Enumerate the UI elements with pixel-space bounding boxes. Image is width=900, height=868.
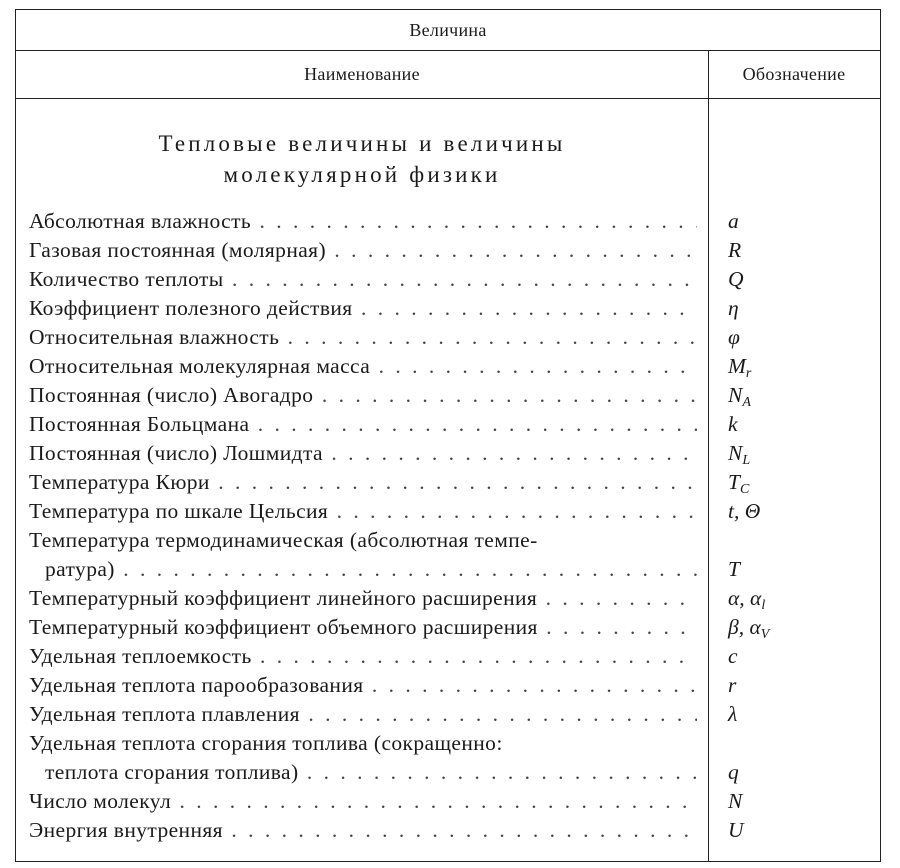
quantity-name-line2: ратура) . . . (29, 555, 697, 584)
table-row (16, 439, 880, 468)
table-row (16, 497, 880, 526)
section-title (16, 128, 708, 190)
quantity-name: Постоянная (число) Авогадро . . . (29, 381, 697, 410)
quantity-name: Постоянная (число) Лошмидта . . . (29, 439, 697, 468)
table-body (16, 207, 880, 845)
quantity-symbol: a (728, 209, 739, 233)
quantity-symbol-subscript: l (761, 598, 766, 613)
quantity-name (29, 729, 697, 787)
table-row (16, 410, 880, 439)
quantity-symbol: β, $\alpha_V$ (728, 615, 770, 642)
section-title-line1: Тепловые величины и величины (158, 131, 566, 156)
table-row (16, 613, 880, 642)
quantity-symbol: $N_A$ (728, 383, 751, 410)
quantity-name: Абсолютная влажность . . . (29, 207, 697, 236)
quantity-symbol: λ (728, 702, 738, 726)
section-title-line2: молекулярной физики (223, 162, 501, 187)
header-name-column: Наименование (304, 64, 420, 84)
quantity-symbol: $T_C$ (728, 470, 750, 497)
quantity-symbol: q (728, 760, 739, 784)
quantity-name: Удельная теплота плавления . . . (29, 700, 697, 729)
table-row (16, 468, 880, 497)
quantity-symbol-subscript: A (742, 395, 751, 410)
quantity-symbol: U (728, 818, 744, 842)
quantity-name: Удельная теплоемкость . . . (29, 642, 697, 671)
quantity-name: Температурный коэффициент линейного расширения . . . (29, 584, 697, 613)
quantity-symbol: η (728, 296, 739, 320)
table-row (16, 787, 880, 816)
quantity-name: Удельная теплота парообразования . . . (29, 671, 697, 700)
quantity-name-line1: Температура термодинамическая (абсолютная темпе- (29, 528, 538, 552)
table-row (16, 265, 880, 294)
quantity-symbol: Q (728, 267, 744, 291)
header-quantity: Величина (16, 10, 880, 51)
quantity-name-line1: Удельная теплота сгорания топлива (сокращенно: (29, 731, 503, 755)
table-row (16, 323, 880, 352)
quantity-symbol: k (728, 412, 738, 436)
table-row (16, 236, 880, 265)
quantity-symbol: T (728, 557, 740, 581)
quantity-name: Температура Кюри . . . (29, 468, 697, 497)
quantity-name: Постоянная Больцмана . . . (29, 410, 697, 439)
table-row (16, 671, 880, 700)
quantity-name: Температурный коэффициент объемного расширения . . . (29, 613, 697, 642)
quantities-table (15, 9, 881, 862)
header-symbol-column: Обозначение (742, 64, 846, 84)
header-row (16, 50, 880, 99)
quantity-name: Количество теплоты . . . (29, 265, 697, 294)
quantity-name: Число молекул . . . (29, 787, 697, 816)
quantity-name: Коэффициент полезного действия . . . (29, 294, 697, 323)
table-row (16, 729, 880, 787)
table-row (16, 207, 880, 236)
quantity-symbol: R (728, 238, 742, 262)
quantity-name: Температура по шкале Цельсия . . . (29, 497, 697, 526)
quantity-symbol-subscript: V (760, 627, 770, 642)
quantity-name-line2: теплота сгорания топлива) . . . (29, 758, 697, 787)
table-row (16, 294, 880, 323)
quantity-name: Относительная влажность . . . (29, 323, 697, 352)
table-row (16, 816, 880, 845)
quantity-symbol: t, Θ (728, 499, 761, 523)
quantity-symbol: c (728, 644, 738, 668)
quantity-name: Газовая постоянная (молярная) . . . (29, 236, 697, 265)
table-row (16, 642, 880, 671)
quantity-name: Относительная молекулярная масса . . . (29, 352, 697, 381)
quantity-symbol: N (728, 789, 743, 813)
quantity-symbol: φ (728, 325, 740, 349)
quantity-symbol: r (728, 673, 737, 697)
table-row (16, 526, 880, 584)
quantity-name: Энергия внутренняя . . . (29, 816, 697, 845)
quantity-symbol-subscript: L (742, 453, 751, 468)
table-row (16, 381, 880, 410)
quantity-symbol: $N_L$ (728, 441, 751, 468)
table-row (16, 700, 880, 729)
quantity-symbol-subscript: C (739, 482, 750, 497)
quantity-symbol: $M_r$ (728, 354, 752, 381)
quantity-name (29, 526, 697, 584)
quantity-symbol: α, $\alpha_l$ (728, 586, 766, 613)
quantity-symbol-subscript: r (745, 366, 752, 381)
table-row (16, 352, 880, 381)
table-row (16, 584, 880, 613)
